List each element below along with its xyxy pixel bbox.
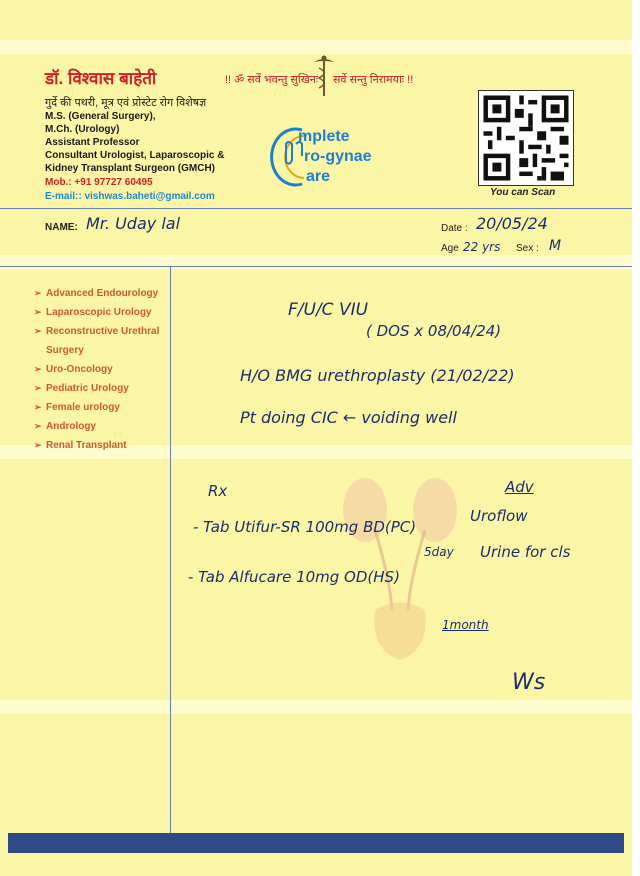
credential-line: M.S. (General Surgery), [45, 111, 156, 122]
note-followup: F/U/C VIU [288, 300, 369, 320]
arrow-icon: ➢ [34, 326, 42, 336]
logo-text-line: are [306, 168, 331, 185]
specialty-hindi: गुर्दे की पथरी, मूत्र एवं प्रोस्टेट रोग विशेषज्ञ [45, 97, 207, 109]
arrow-icon: ➢ [34, 383, 42, 393]
medication-1-duration: 5day [424, 545, 454, 559]
credential-line: Assistant Professor [45, 137, 140, 148]
doctor-signature: Ws [512, 670, 546, 695]
patient-divider [0, 266, 632, 267]
medication-2: - Tab Alfucare 10mg OD(HS) [188, 568, 400, 586]
credential-line: M.Ch. (Urology) [45, 124, 120, 135]
credential-line: Kidney Transplant Surgeon (GMCH) [45, 163, 216, 174]
doctor-name: डॉ. विश्वास बाहेती [45, 69, 157, 88]
advice-uroflow: Uroflow [470, 507, 528, 525]
sidebar-divider [170, 267, 171, 835]
note-history: H/O BMG urethroplasty (21/02/22) [240, 366, 515, 385]
sanskrit-right: सर्वे सन्तु निरामयाः !! [333, 74, 414, 86]
header-divider [0, 208, 632, 209]
advice-label: Adv [505, 478, 534, 496]
scan-label: You can Scan [490, 187, 556, 198]
name-label: NAME: [45, 222, 78, 233]
service-item: ➢ Renal Transplant [34, 436, 164, 455]
service-item: ➢ Female urology [34, 398, 164, 417]
sex-value: M [549, 238, 562, 254]
patient-name: Mr. Uday lal [86, 214, 181, 233]
caduceus-icon [312, 54, 336, 98]
mobile-number: Mob.: +91 97727 60495 [45, 177, 153, 188]
age-label: Age [441, 243, 459, 254]
medication-2-duration: 1month [442, 618, 489, 632]
date-value: 20/05/24 [476, 214, 548, 233]
rx-symbol: Rx [208, 482, 228, 500]
service-item: ➢ Andrology [34, 417, 164, 436]
arrow-icon: ➢ [34, 402, 42, 412]
age-value: 22 yrs [463, 240, 501, 254]
complete-uro-gynae-care-logo [268, 122, 372, 197]
sex-label: Sex : [516, 243, 539, 254]
date-label: Date : [441, 223, 468, 234]
arrow-icon: ➢ [34, 421, 42, 431]
service-item: ➢ Uro-Oncology [34, 360, 164, 379]
qr-code-icon [479, 91, 573, 185]
sanskrit-left: !! ॐ सर्वे भवन्तु सुखिनः [225, 74, 319, 86]
arrow-icon: ➢ [34, 440, 42, 450]
logo-text-line: mplete [298, 128, 350, 145]
email-address: E-mail:: vishwas.baheti@gmail.com [45, 191, 215, 202]
credential-line: Consultant Urologist, Laparoscopic & [45, 150, 225, 161]
medication-1: - Tab Utifur-SR 100mg BD(PC) [193, 518, 417, 536]
arrow-icon: ➢ [34, 364, 42, 374]
paper-stripe [0, 700, 632, 714]
logo-text-line: ro-gynae [304, 148, 372, 165]
service-item: ➢ Laparoscopic Urology [34, 303, 164, 322]
arrow-icon: ➢ [34, 288, 42, 298]
service-item: ➢ Reconstructive Urethral Surgery [34, 322, 164, 360]
service-item: ➢ Pediatric Urology [34, 379, 164, 398]
advice-urine-culture: Urine for cls [480, 543, 571, 561]
footer-bar [8, 833, 624, 853]
note-cic: Pt doing CIC ← voiding well [240, 408, 457, 427]
service-item: ➢ Advanced Endourology [34, 284, 164, 303]
paper-stripe [0, 40, 632, 54]
note-dos: ( DOS x 08/04/24) [366, 322, 502, 340]
arrow-icon: ➢ [34, 307, 42, 317]
services-list [34, 284, 164, 455]
qr-code [478, 90, 574, 186]
